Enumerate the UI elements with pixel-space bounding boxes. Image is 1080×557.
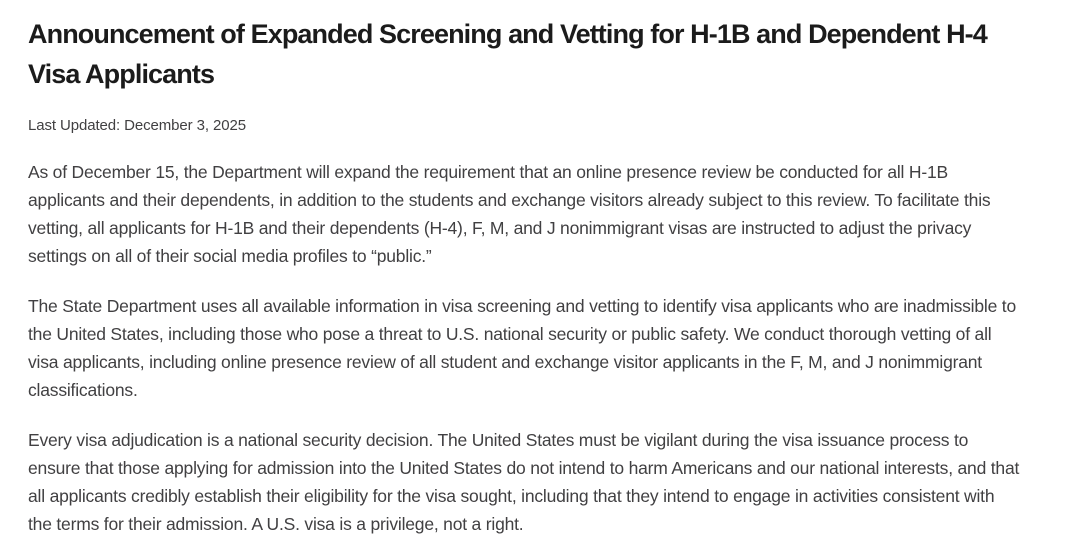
paragraph-state-department-vetting: The State Department uses all available information in visa screening and vetting to identify visa applicants who are inadmissible to the United States, including those who pose a threat to U.S. national security or public safety. We conduct thorough vetting of all visa applicants, including online presence review of all student and exchange visitor applicants in the F, M, and J nonimmigrant classifications.	[28, 296, 1016, 400]
last-updated-label: Last Updated: December 3, 2025	[28, 117, 246, 134]
page-title-line-2: Visa Applicants	[28, 59, 215, 89]
page-title-line-1: Announcement of Expanded Screening and Vetting for H-1B and Dependent H-4	[28, 19, 987, 49]
paragraph-online-presence-review: As of December 15, the Department will expand the requirement that an online presence review be conducted for all H-1B applicants and their dependents, in addition to the students and exchange visitors already subject to this review. To facilitate this vetting, all applicants for H-1B and their dependents (H-4), F, M, and J nonimmigrant visas are instructed to adjust the privacy settings on all of their social media profiles to “public.”	[28, 162, 991, 266]
paragraph-national-security-decision: Every visa adjudication is a national security decision. The United States must be vigilant during the visa issuance process to ensure that those applying for admission into the United States do not intend to harm Americans and our national interests, and that all applicants credibly establish their eligibility for the visa sought, including that they intend to engage in activities consistent with the terms for their admission. A U.S. visa is a privilege, not a right.	[28, 430, 1020, 534]
page-title	[28, 14, 1022, 94]
